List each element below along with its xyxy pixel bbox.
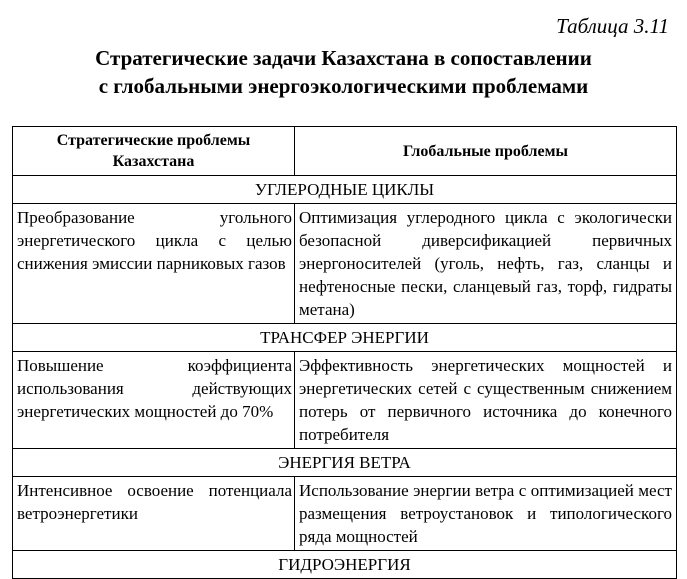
comparison-table [12,126,677,579]
global-problem-cell: Эффективность энергетических мощностей и энергетических сетей с существенным снижением потерь от первичного источника до конечного потребителя [295,352,677,449]
global-problem-cell: Оптимизация углеродного цикла с экологически безопасной диверсификацией первичных энергоносителей (уголь, нефть, газ, сланцы и нефтеносные пески, сланцевый газ, торф, гидраты метана) [295,204,677,324]
section-heading-wind-energy: ЭНЕРГИЯ ВЕТРА [13,449,677,477]
header-row [13,127,677,176]
table-row [13,352,677,449]
table-title-line-1: Стратегические задачи Казахстана в сопоставлении [95,46,592,70]
table-title-line-2: с глобальными энергоэкологическими проблемами [98,74,589,98]
column-header-global: Глобальные проблемы [295,127,677,176]
section-row [13,176,677,204]
kazakhstan-problem-cell: Повышение коэффициента использования действующих энергетических мощностей до 70% [13,352,295,449]
kazakhstan-problem-cell: Преобразование угольного энергетического цикла с целью снижения эмиссии парниковых газов [13,204,295,324]
section-heading-energy-transfer: ТРАНСФЕР ЭНЕРГИИ [13,324,677,352]
section-row [13,551,677,579]
global-problem-cell: Использование энергии ветра с оптимизацией мест размещения ветроустановок и типологического ряда мощностей [295,477,677,551]
section-heading-carbon-cycles: УГЛЕРОДНЫЕ ЦИКЛЫ [13,176,677,204]
section-row [13,449,677,477]
kazakhstan-problem-cell: Интенсивное освоение потенциала ветроэнергетики [13,477,295,551]
table-number: Таблица 3.11 [556,14,669,38]
column-header-kazakhstan: Стратегические проблемы Казахстана [13,127,295,176]
table-row [13,204,677,324]
section-row [13,324,677,352]
section-heading-hydro-energy: ГИДРОЭНЕРГИЯ [13,551,677,579]
table-row [13,477,677,551]
table-title [0,44,687,100]
